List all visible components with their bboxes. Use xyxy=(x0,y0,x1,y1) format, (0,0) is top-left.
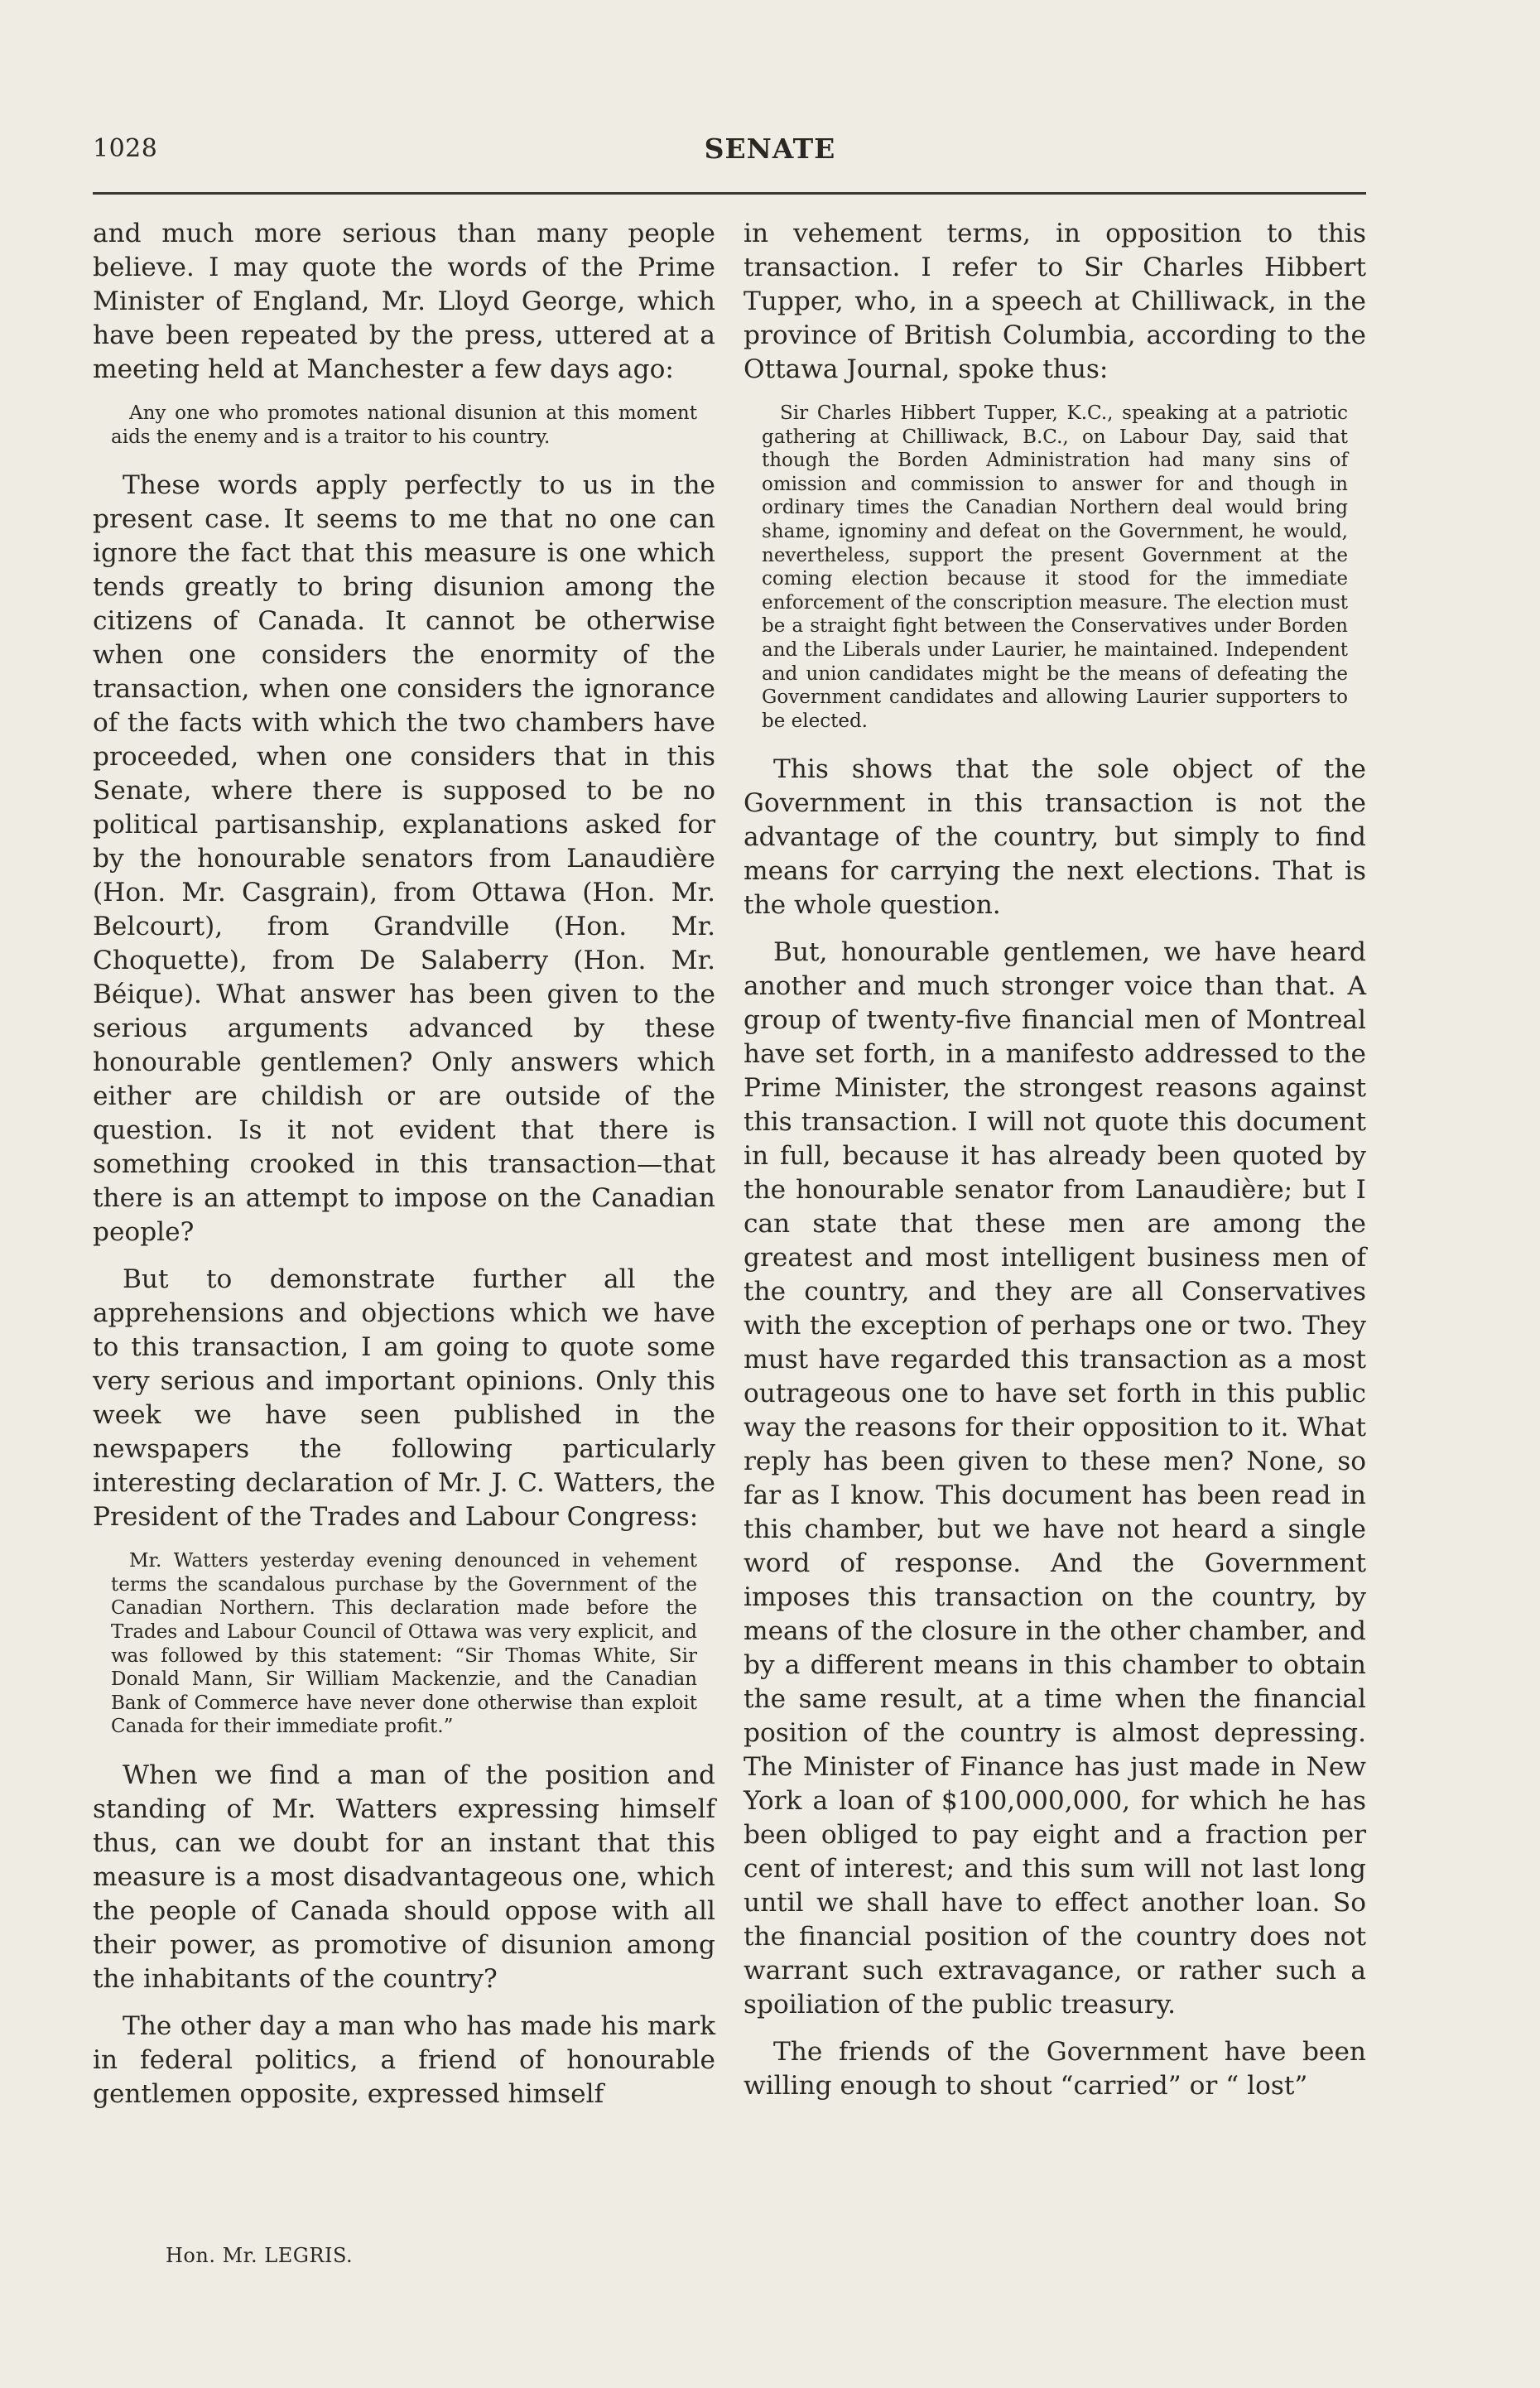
quoted-passage: Mr. Watters yesterday evening denounced in vehement terms the scandalous purchase by the Government of the Canadian Northern. This declaration made before the Trades and Labour Council of Ottawa was very explicit, and was followed by this statement: “Sir Thomas White, Sir Donald Mann, Sir William Mackenzie, and the Canadian Bank of Commerce have never done otherwise than exploit Canada for their immediate profit.” xyxy=(111,1550,697,1738)
running-head: SENATE xyxy=(704,132,836,165)
page-number: 1028 xyxy=(93,134,158,163)
quoted-passage: Sir Charles Hibbert Tupper, K.C., speaking at a patriotic gathering at Chilliwack, B.C., on Labour Day, said that though the Borden Administration had many sins of omission and commission to answer for and though in ordinary times the Canadian Northern deal would bring shame, ignominy and defeat on the Government, he would, nevertheless, support the present Government at the coming election because it stood for the immediate enforcement of the conscription measure. The election must be a straight fight between the Conservatives under Borden and the Liberals under Laurier, he maintained. Independent and union candidates might be the means of defeating the Government candidates and allowing Laurier supporters to be elected. xyxy=(762,402,1348,732)
paragraph: But, honourable gentlemen, we have heard another and much stronger voice than that. A group of twenty-five financial men of Montreal have set forth, in a manifesto addressed to the Prime Minister, the strongest reasons against this transaction. I will not quote this document in full, because it has already been quoted by the honourable senator from Lanaudière; but I can state that these men are among the greatest and most intelligent business men of the country, and they are all Conservatives with the exception of perhaps one or two. They must have regarded this transaction as a most outrageous one to have set forth in this public way the reasons for their opposition to it. What reply has been given to these men? None, so far as I know. This document has been read in this chamber, but we have not heard a single word of response. And the Government imposes this transaction on the country, by means of the closure in the other chamber, and by a different means in this chamber to obtain the same result, at a time when the financial position of the country is almost depressing. The Minister of Finance has just made in New York a loan of $100,000,000, for which he has been obliged to pay eight and a fraction per cent of interest; and this sum will not last long until we shall have to effect another loan. So the financial position of the country does not warrant such extravagance, or rather such a spoiliation of the public treasury. xyxy=(744,937,1366,2020)
quoted-passage: Any one who promotes national disunion at this moment aids the enemy and is a traitor to his country. xyxy=(111,402,697,448)
paragraph: This shows that the sole object of the Government in this transaction is not the advantage of the country, but simply to find means for carrying the next elections. That is the whole question. xyxy=(744,754,1366,921)
paragraph: in vehement terms, in opposition to this transaction. I refer to Sir Charles Hibbert Tupper, who, in a speech at Chilliwack, in the province of British Columbia, according to the Ottawa Journal, spoke thus: xyxy=(744,219,1366,384)
right-column xyxy=(744,217,1366,2116)
paragraph: The friends of the Government have been willing enough to shout “carried” or “ lost” xyxy=(744,2037,1366,2102)
speaker-footer: Hon. Mr. LEGRIS. xyxy=(166,2244,354,2267)
header-rule xyxy=(93,192,1366,195)
left-column xyxy=(93,217,715,2125)
paragraph: and much more serious than many people believe. I may quote the words of the Prime Minister of England, Mr. Lloyd George, which have been repeated by the press, uttered at a meeting held at Manchester a few days ago: xyxy=(93,219,715,384)
paragraph: When we find a man of the position and standing of Mr. Watters expressing himself thus, can we doubt for an instant that this measure is a most disadvantageous one, which the people of Canada should oppose with all their power, as promotive of disunion among the inhabitants of the country? xyxy=(93,1760,715,1994)
paragraph: These words apply perfectly to us in the present case. It seems to me that no one can ignore the fact that this measure is one which tends greatly to bring disunion among the citizens of Canada. It cannot be otherwise when one considers the enormity of the transaction, when one considers the ignorance of the facts with which the two chambers have proceeded, when one considers that in this Senate, where there is supposed to be no political partisanship, explanations asked for by the honourable senators from Lanaudière (Hon. Mr. Casgrain), from Ottawa (Hon. Mr. Belcourt), from Grandville (Hon. Mr. Choquette), from De Salaberry (Hon. Mr. Béique). What answer has been given to the serious arguments advanced by these honourable gentlemen? Only answers which either are childish or are outside of the question. Is it not evident that there is something crooked in this transaction—that there is an attempt to impose on the Canadian people? xyxy=(93,470,715,1248)
paragraph: But to demonstrate further all the apprehensions and objections which we have to this transaction, I am going to quote some very serious and important opinions. Only this week we have seen published in the newspapers the following particularly interesting declaration of Mr. J. C. Watters, the President of the Trades and Labour Congress: xyxy=(93,1264,715,1533)
paragraph: The other day a man who has made his mark in federal politics, a friend of honourable gentlemen opposite, expressed himself xyxy=(93,2010,715,2109)
